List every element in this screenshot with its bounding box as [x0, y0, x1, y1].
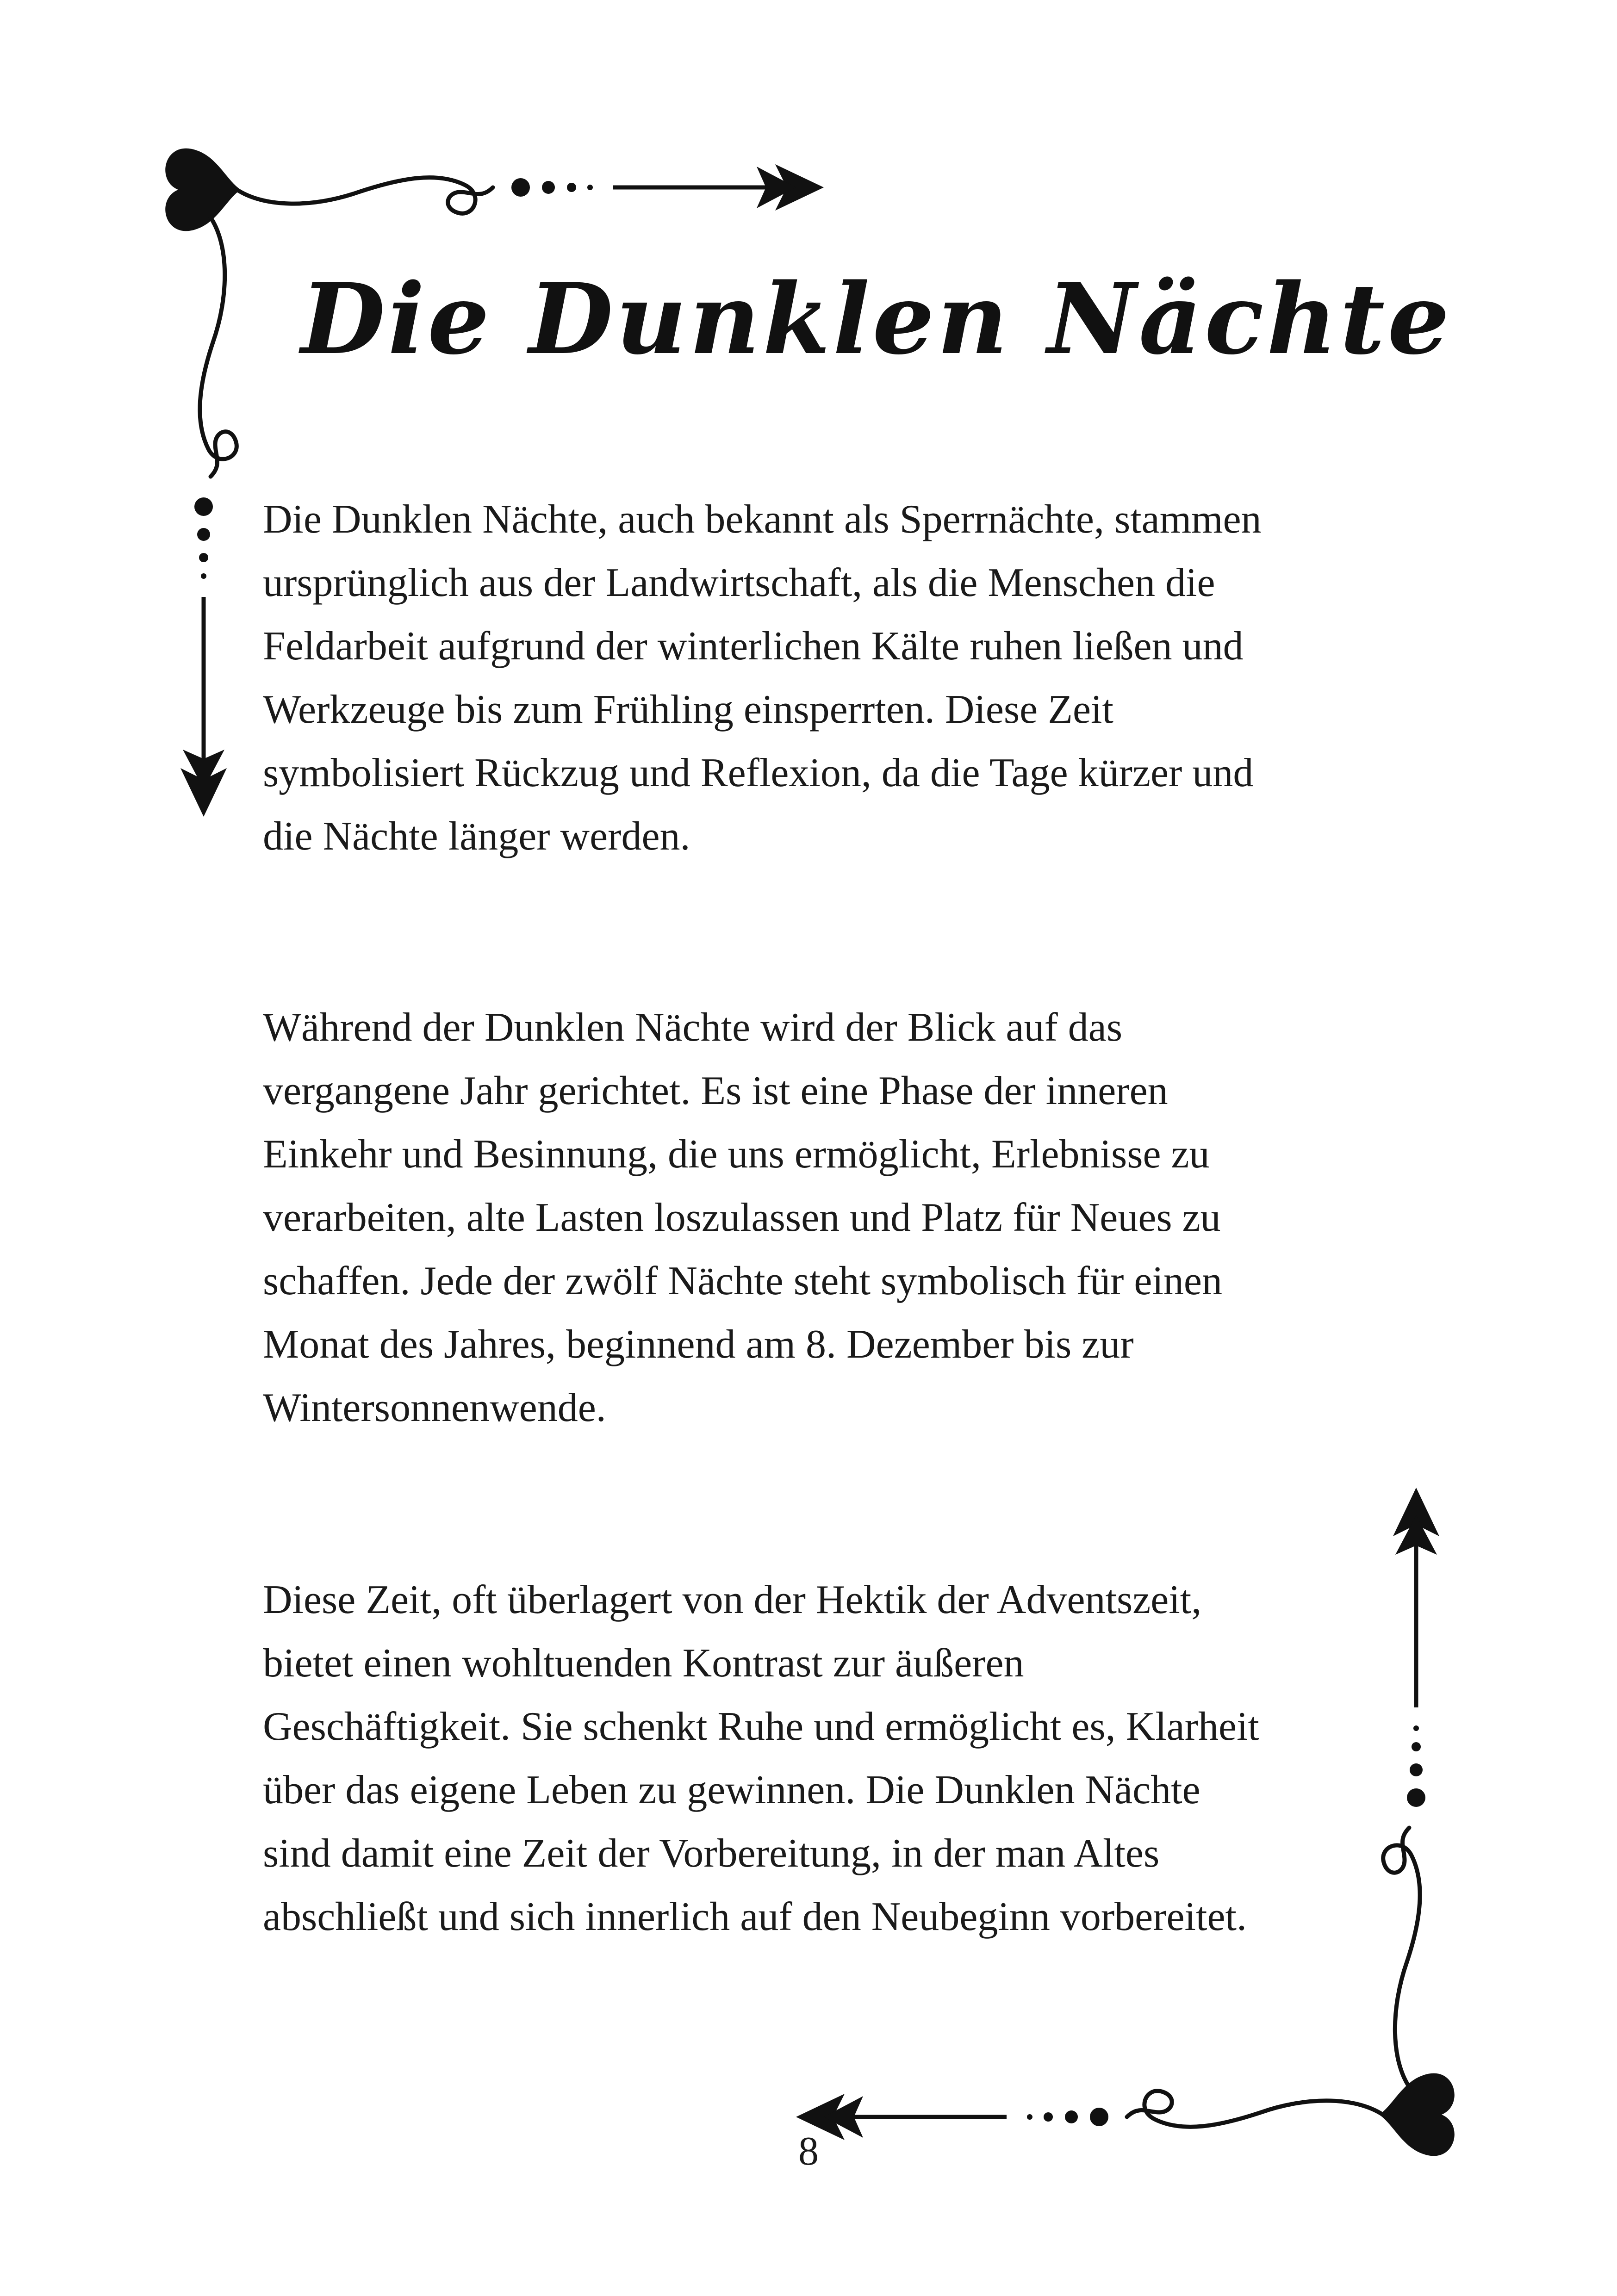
page-number: 8 — [798, 2129, 819, 2174]
text-line: sind damit eine Zeit der Vorbereitung, in der man Altes — [263, 1831, 1160, 1876]
text-line: Einkehr und Besinnung, die uns ermöglicht, Erlebnisse zu — [263, 1132, 1210, 1177]
text-line: Geschäftigkeit. Sie schenkt Ruhe und ermöglicht es, Klarheit — [263, 1704, 1259, 1749]
text-line: die Nächte länger werden. — [263, 814, 690, 859]
paragraph-2 — [263, 996, 1392, 1440]
text-line: Werkzeuge bis zum Frühling einsperrten. Diese Zeit — [263, 687, 1113, 732]
text-line: verarbeiten, alte Lasten loszulassen und Platz für Neues zu — [263, 1195, 1221, 1240]
text-line: ursprünglich aus der Landwirtschaft, als die Menschen die — [263, 560, 1215, 605]
text-line: abschließt und sich innerlich auf den Neubeginn vorbereitet. — [263, 1894, 1247, 1939]
paragraph-1 — [263, 488, 1392, 868]
text-line: vergangene Jahr gerichtet. Es ist eine Phase der inneren — [263, 1068, 1168, 1113]
text-line: Die Dunklen Nächte, auch bekannt als Sperrnächte, stammen — [263, 497, 1262, 542]
text-line: Während der Dunklen Nächte wird der Blick auf das — [263, 1005, 1123, 1050]
text-line: über das eigene Leben zu gewinnen. Die Dunklen Nächte — [263, 1768, 1200, 1812]
paragraph-3 — [263, 1568, 1392, 1948]
text-line: bietet einen wohltuenden Kontrast zur äußeren — [263, 1641, 1024, 1686]
page-title: Die Dunklen Nächte — [301, 262, 1452, 376]
text-line: Monat des Jahres, beginnend am 8. Dezember bis zur — [263, 1322, 1134, 1367]
text-line: Diese Zeit, oft überlagert von der Hektik der Adventszeit, — [263, 1577, 1202, 1622]
text-line: Feldarbeit aufgrund der winterlichen Kälte ruhen ließen und — [263, 624, 1244, 669]
text-line: symbolisiert Rückzug und Reflexion, da die Tage kürzer und — [263, 751, 1254, 795]
text-line: schaffen. Jede der zwölf Nächte steht symbolisch für einen — [263, 1259, 1222, 1303]
text-line: Wintersonnenwende. — [263, 1385, 606, 1430]
